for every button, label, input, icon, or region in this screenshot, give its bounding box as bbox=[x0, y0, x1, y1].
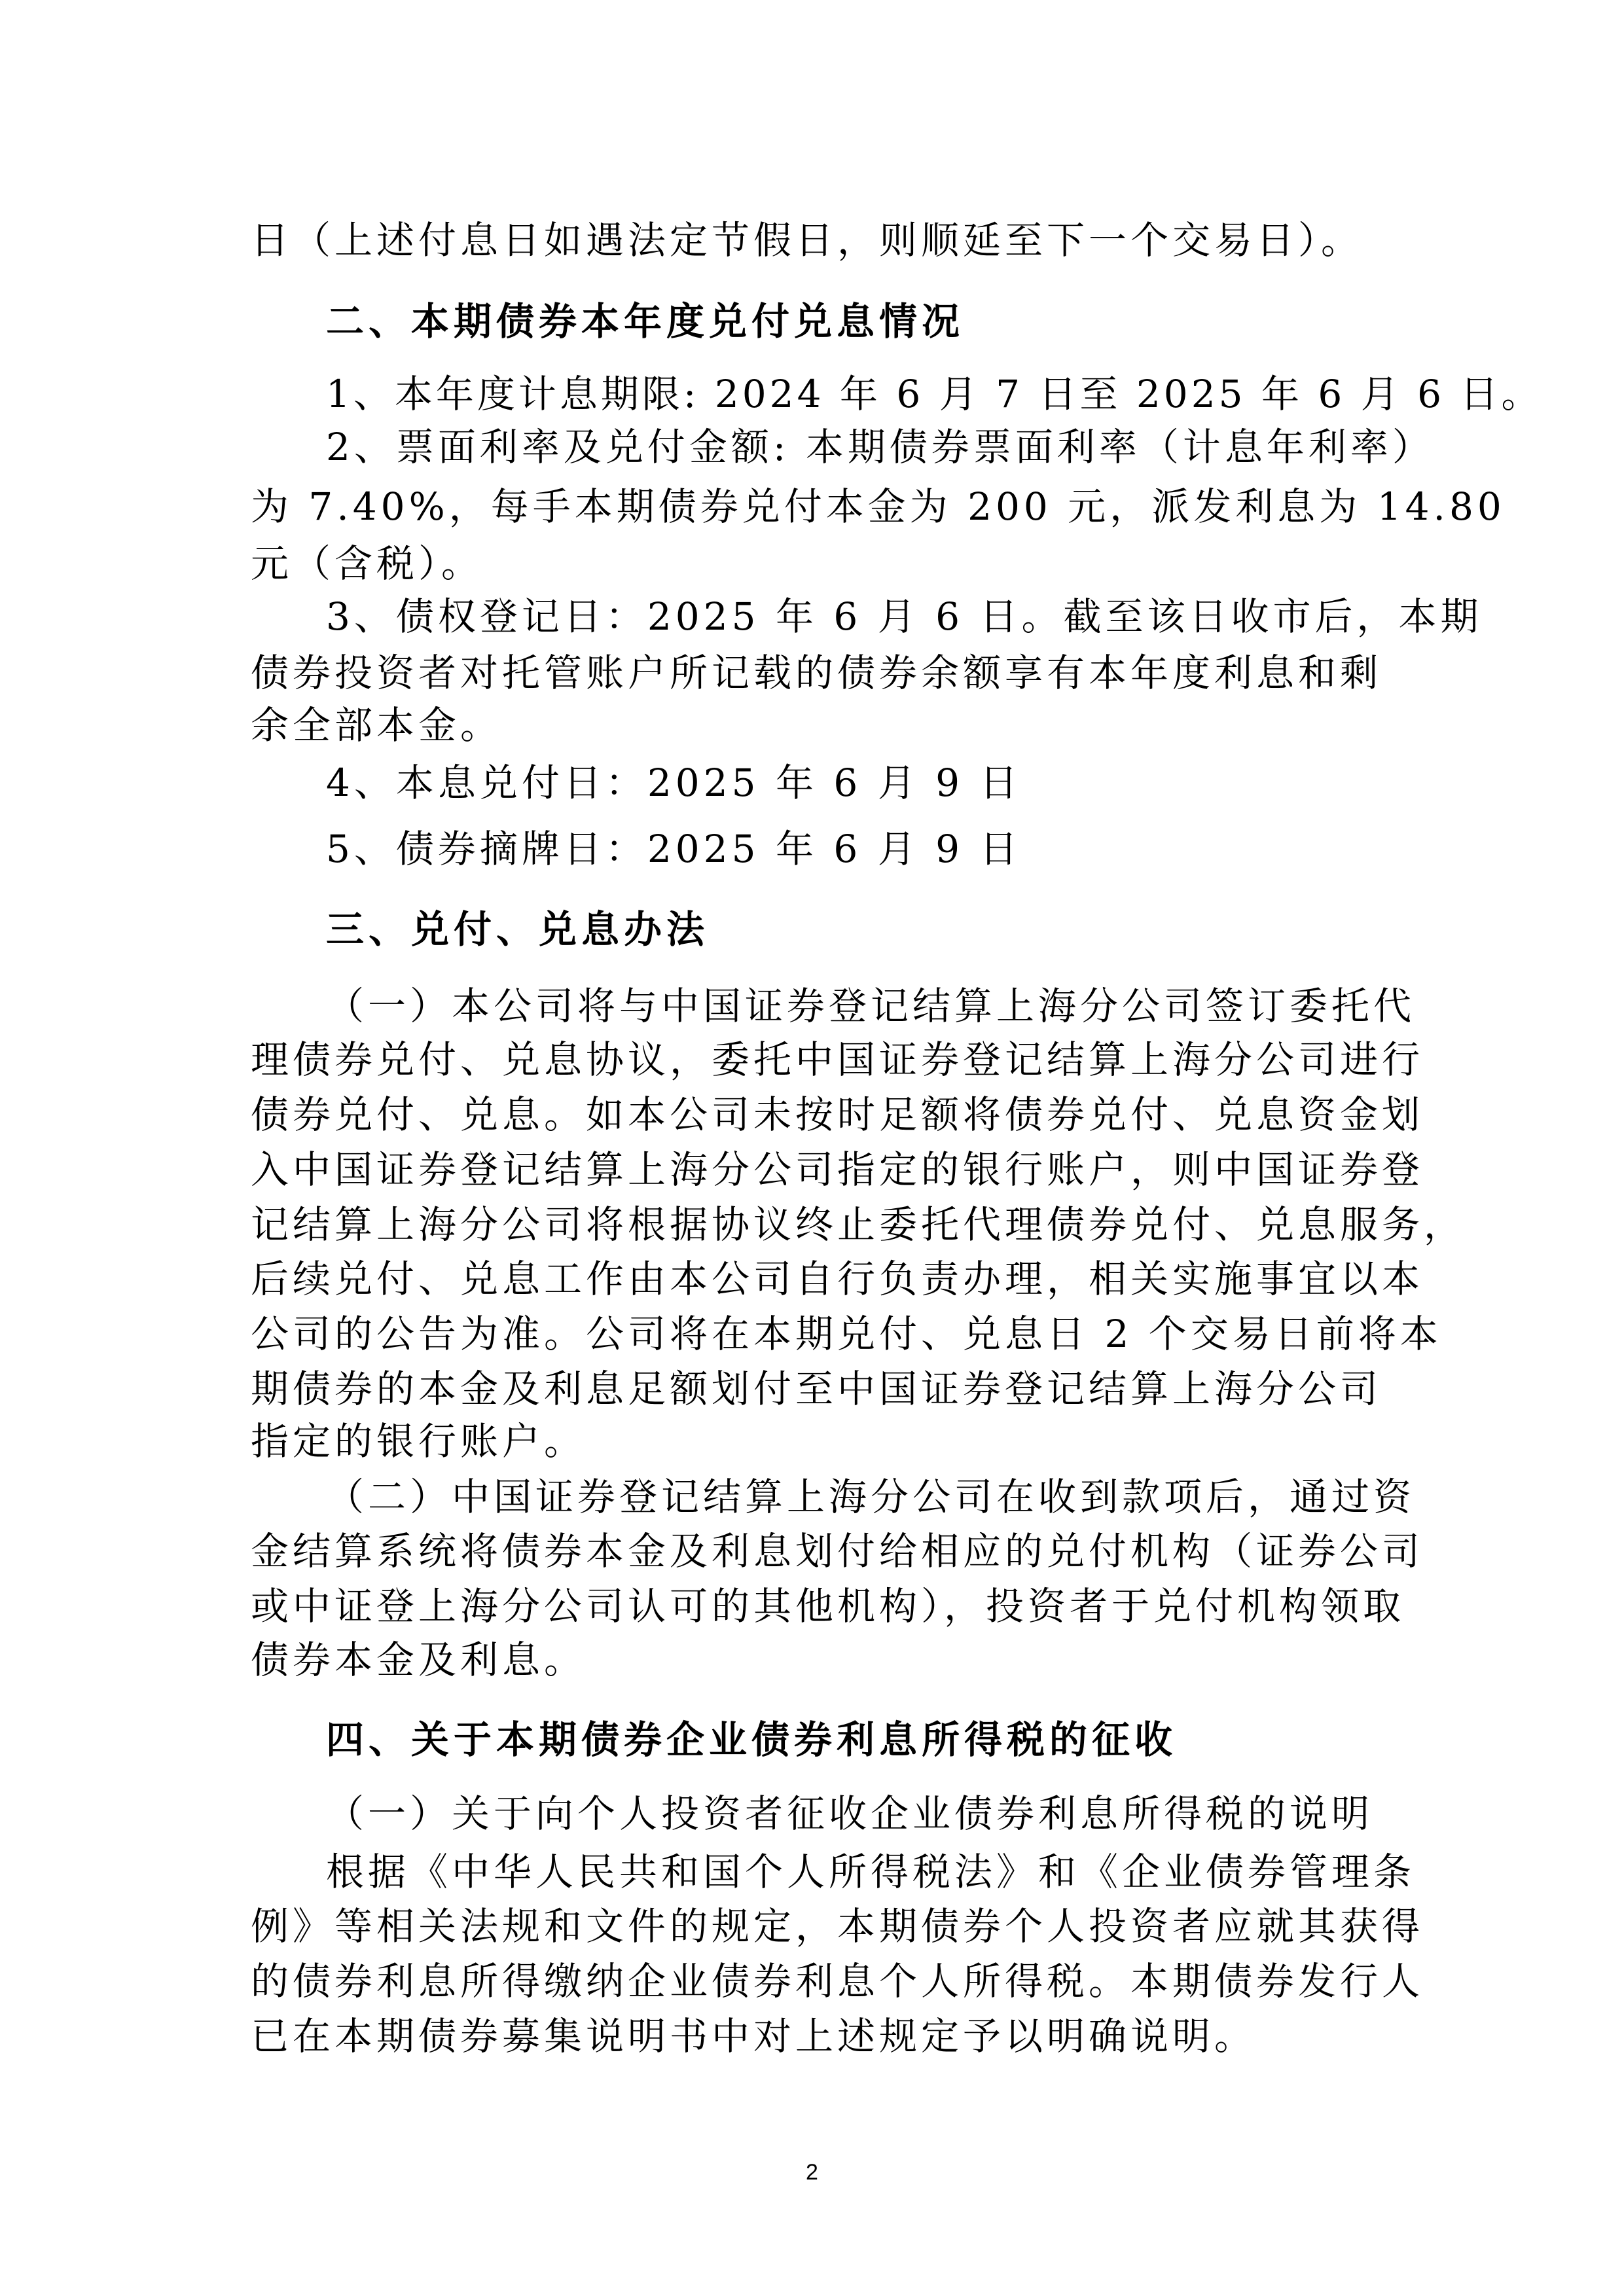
body-text-line: 根据《中华人民共和国个人所得税法》和《企业债券管理条 bbox=[326, 1850, 1416, 1894]
body-text-line: 的债券利息所得缴纳企业债券利息个人所得税。本期债券发行人 bbox=[251, 1959, 1424, 2003]
body-text-line: 5、债券摘牌日：2025 年 6 月 9 日 bbox=[326, 827, 1022, 871]
body-text-line: 为 7.40%，每手本期债券兑付本金为 200 元，派发利息为 14.80 bbox=[251, 484, 1506, 529]
body-text-line: 例》等相关法规和文件的规定，本期债券个人投资者应就其获得 bbox=[251, 1904, 1424, 1948]
body-text-line: 4、本息兑付日：2025 年 6 月 9 日 bbox=[326, 761, 1022, 805]
body-text-line: 债券兑付、兑息。如本公司未按时足额将债券兑付、兑息资金划 bbox=[251, 1092, 1424, 1137]
body-text-line: 期债券的本金及利息足额划付至中国证券登记结算上海分公司 bbox=[251, 1367, 1382, 1411]
body-text-line: 2、票面利率及兑付金额: 本期债券票面利率（计息年利率） bbox=[326, 425, 1434, 469]
body-text-line: 后续兑付、兑息工作由本公司自行负责办理，相关实施事宜以本 bbox=[251, 1257, 1424, 1301]
section-heading-4: 四、关于本期债券企业债券利息所得税的征收 bbox=[326, 1717, 1178, 1762]
body-text-line: 1、本年度计息期限: 2024 年 6 月 7 日至 2025 年 6 月 6 日。 bbox=[326, 372, 1543, 416]
body-text-line: （二）中国证券登记结算上海分公司在收到款项后，通过资 bbox=[326, 1475, 1416, 1519]
body-text-line: 金结算系统将债券本金及利息划付给相应的兑付机构（证券公司 bbox=[251, 1529, 1424, 1573]
body-text-line: （一）关于向个人投资者征收企业债券利息所得税的说明 bbox=[326, 1791, 1374, 1836]
body-text-line: 记结算上海分公司将根据协议终止委托代理债券兑付、兑息服务， bbox=[251, 1202, 1466, 1247]
body-text-line: 日（上述付息日如遇法定节假日，则顺延至下一个交易日）。 bbox=[251, 218, 1363, 262]
body-text-line: 理债券兑付、兑息协议，委托中国证券登记结算上海分公司进行 bbox=[251, 1037, 1424, 1082]
body-text-line: 3、债权登记日：2025 年 6 月 6 日。截至该日收市后，本期 bbox=[326, 594, 1483, 639]
body-text-line: （一）本公司将与中国证券登记结算上海分公司签订委托代 bbox=[326, 984, 1416, 1028]
body-text-line: 债券投资者对托管账户所记载的债券余额享有本年度利息和剩 bbox=[251, 651, 1382, 695]
section-heading-2: 二、本期债券本年度兑付兑息情况 bbox=[326, 299, 965, 344]
body-text-line: 债券本金及利息。 bbox=[251, 1638, 586, 1682]
body-text-line: 入中国证券登记结算上海分公司指定的银行账户，则中国证券登 bbox=[251, 1147, 1424, 1192]
body-text-line: 元（含税）。 bbox=[251, 541, 484, 586]
body-text-line: 余全部本金。 bbox=[251, 703, 503, 747]
body-text-line: 或中证登上海分公司认可的其他机构），投资者于兑付机构领取 bbox=[251, 1584, 1405, 1628]
body-text-line: 指定的银行账户。 bbox=[251, 1419, 586, 1463]
section-heading-3: 三、兑付、兑息办法 bbox=[326, 907, 710, 952]
body-text-line: 已在本期债券募集说明书中对上述规定予以明确说明。 bbox=[251, 2014, 1257, 2058]
body-text-line: 公司的公告为准。公司将在本期兑付、兑息日 2 个交易日前将本 bbox=[251, 1312, 1442, 1356]
page-number: 2 bbox=[806, 2160, 818, 2185]
